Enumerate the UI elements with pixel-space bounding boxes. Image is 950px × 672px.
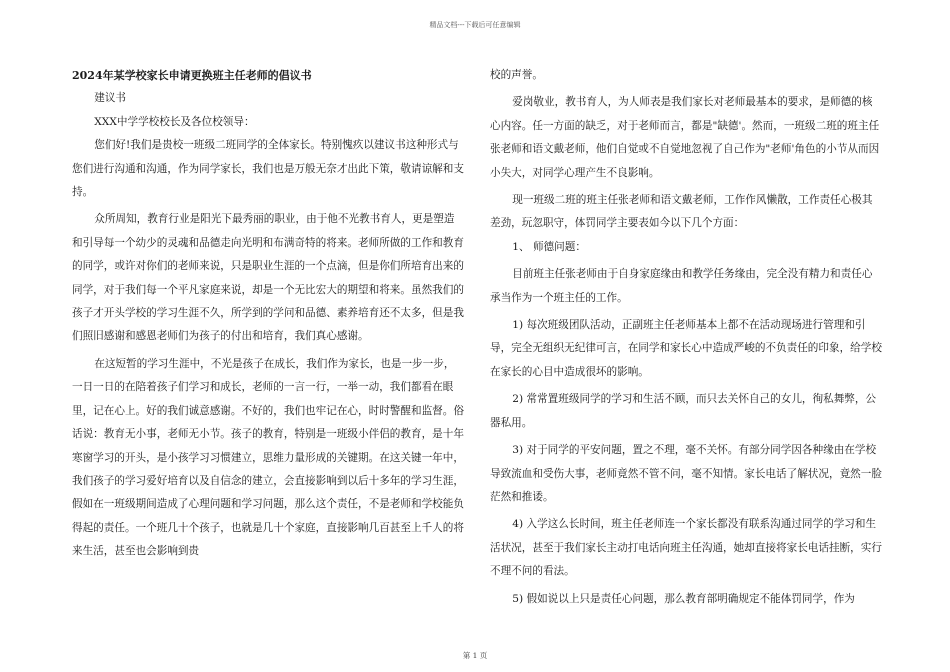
page-footer: 第 1 页 (462, 651, 488, 660)
list-item: 2) 常常置班级同学的学习和生活不顾，而只去关怀自己的女儿，徇私舞弊，公器私用。 (490, 393, 877, 429)
right-column (490, 64, 882, 611)
page-header: 精品文档---下载后可任意编辑 (429, 21, 521, 29)
paragraph: 众所周知，教育行业是阳光下最秀丽的职业，由于他不光教书育人，更是塑造和引导每一个幼少的灵魂和品德走向光明和布满奇特的将来。老师所做的工作和教育的同学，或许对你们的老师来说，只是职业生涯的一个点滴，但是你们所培育出来的同学，对于我们每一个平凡家庭来说，却是一个无比宏大的期望和将来。虽然我们的孩子才开头学校的学习生涯不久，所学到的学问和品德、素养培育还不太多，但是我们照旧感谢和感恩老师们为孩子的付出和培育，我们真心感谢。 (72, 213, 464, 343)
paragraph: 校的声誉。 (490, 69, 543, 81)
section-heading: 1、 师德问题： (512, 240, 586, 253)
paragraph: 现一班级二班的班主任张老师和语文戴老师，工作作风懒散，工作责任心极其差劲，玩忽职守，体罚同学主要表如今以下几个方面： (490, 194, 873, 230)
salutation: XXX中学学校校长及各位校领导： (94, 115, 255, 128)
list-item: 4) 入学这么长时间，班主任老师连一个家长都没有联系沟通过同学的学习和生活状况，甚至于我们家长主动打电话向班主任沟通，她却直接将家长电话挂断，实行不理不问的看法。 (490, 518, 882, 578)
paragraph: 您们好!我们是贵校一班级二班同学的全体家长。特别愧疚以建议书这种形式与您们进行沟通和沟通，作为同学家长，我们也是万般无奈才出此下策，敬请谅解和支持。 (72, 139, 464, 199)
list-item: 5) 假如说以上只是责任心问题，那么教育部明确规定不能体罚同学，作为 (512, 592, 855, 605)
left-column (72, 64, 464, 564)
paragraph: 爱岗敬业，教书育人，为人师表是我们家长对老师最基本的要求，是师德的核心内容。任一方面的缺乏，对于老师而言，都是"缺德'。然而，一班级二班的班主任张老师和语文戴老师，他们自觉或不自觉地忽视了自己作为"老师'角色的小节从而因小失大，对同学心理产生不良影响。 (490, 96, 880, 179)
paragraph: 建议书 (94, 92, 127, 105)
document-title: 2024年某学校家长申请更换班主任老师的倡议书 (72, 69, 312, 82)
list-item: 1) 每次班级团队活动，正副班主任老师基本上都不在活动现场进行管理和引导，完全无组织无纪律可言，在同学和家长心中造成严峻的不负责任的印象，给学校在家长的心目中造成很坏的影响。 (490, 319, 882, 378)
paragraph: 在这短暂的学习生涯中，不光是孩子在成长，我们作为家长，也是一步一步，一日一日的在陪着孩子们学习和成长，老师的一言一行，一举一动，我们都看在眼里，记在心上。好的我们诚意感谢。不好的，我们也牢记在心，时时警醒和监督。俗话说：教育无小事，老师无小节。孩子的教育，特别是一班级小伴侣的教育，是十年寒窗学习的开头，是小孩学习习惯建立，思维力量形成的关键期。在这关键一年中，我们孩子的学习爱好培育以及自信念的建立，会直接影响到以后十多年的学习生涯，假如在一班级期间造成了心理问题和学习问题，那么这个责任，不是老师和学校能负得起的责任。一个班几十个孩子，也就是几十个家庭，直接影响几百甚至上千人的将来生活，甚至也会影响到贵 (72, 357, 464, 558)
list-item: 3) 对于同学的平安问题，置之不理，毫不关怀。有部分同学因各种缘由在学校导致流血和受伤大事，老师竟然不管不问，毫不知情。家长电话了解状况，竟然一脸茫然和推诿。 (490, 444, 882, 503)
paragraph: 目前班主任张老师由于自身家庭缘由和教学任务缘由，完全没有精力和责任心承当作为一个班主任的工作。 (490, 268, 873, 304)
